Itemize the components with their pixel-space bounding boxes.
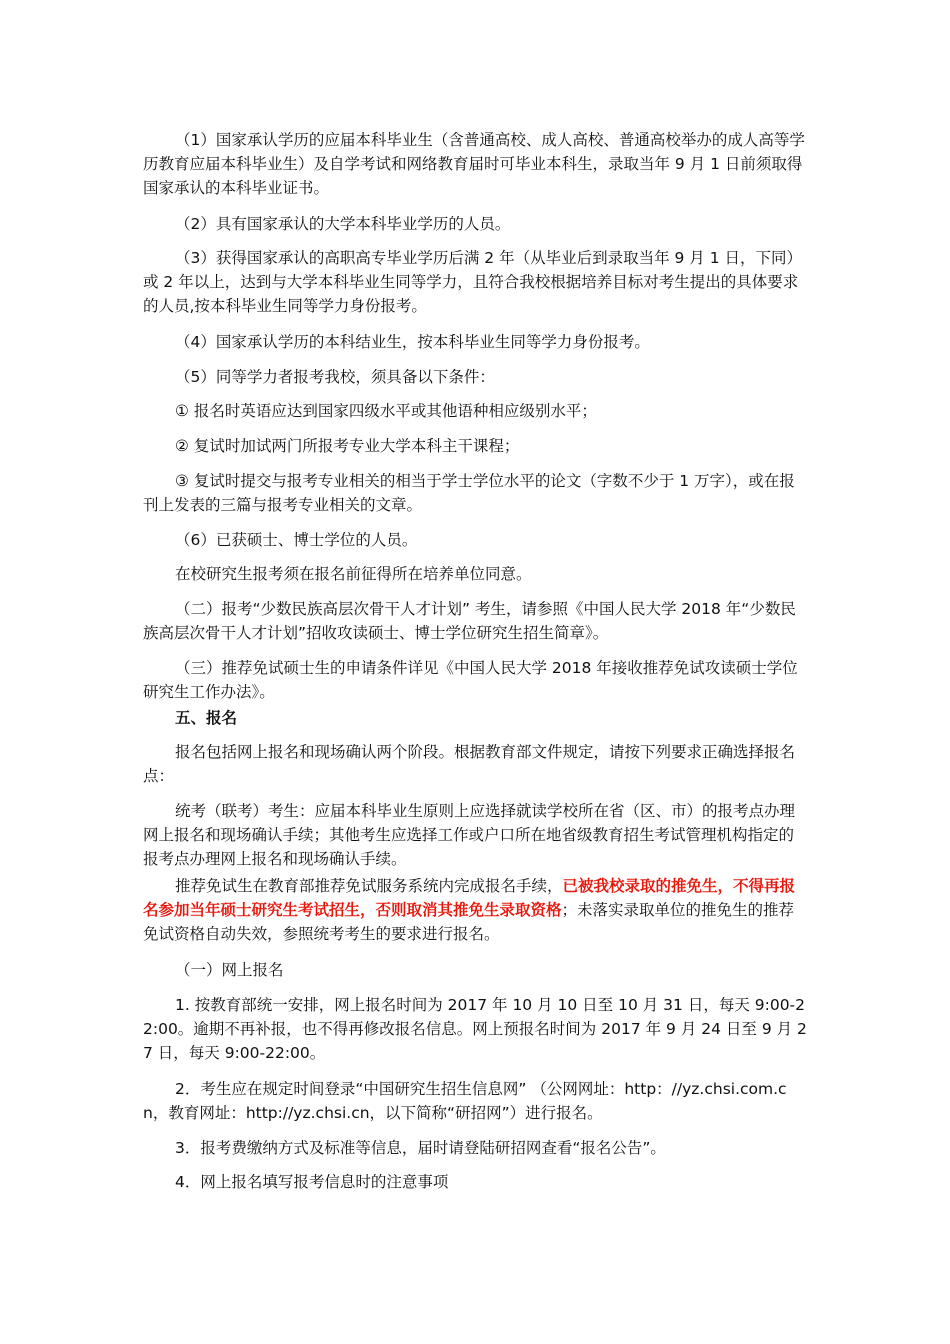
section-heading-registration: 五、报名 [175, 709, 238, 727]
paragraph-current-students: 在校研究生报考须在报名前征得所在培养单位同意。 [175, 565, 532, 583]
exemption-text-end: ；未落实录取单位的推免生的推荐免试资格自动失效，参照统考考生的要求进行报名。 [143, 901, 795, 943]
paragraph-fee: 3．报考费缴纳方式及标准等信息，届时请登陆研招网查看“报名公告”。 [175, 1139, 666, 1157]
paragraph-condition-2: （2）具有国家承认的大学本科毕业学历的人员。 [175, 215, 511, 233]
paragraph-login-site: 2．考生应在规定时间登录“中国研究生招生信息网” （公网网址：http：//yz.chsi.com.cn，教育网址：http://yz.chsi.cn，以下简称“研招网”）进行报名。 [143, 1080, 787, 1122]
exemption-warning: 已被我校录取的推免生，不得再报名参加当年硕士研究生考试招生，否则取消其推免生录取资格 [143, 877, 796, 919]
paragraph-minority-plan: （二）报考“少数民族高层次骨干人才计划” 考生，请参照《中国人民大学 2018 年“少数民族高层次骨干人才计划”招收攻读硕士、博士学位研究生招生简章》。 [143, 600, 796, 642]
paragraph-condition-3: （3）获得国家承认的高职高专毕业学历后满 2 年（从毕业后到录取当年 9 月 1 日，下同）或 2 年以上，达到与大学本科毕业生同等学力，且符合我校根据培养目标对考生提出的具体要求的人员,按本科毕业生同等学力身份报考。 [143, 249, 803, 315]
list-item-thesis: ③ 复试时提交与报考专业相关的相当于学士学位水平的论文（字数不少于 1 万字），或在报刊上发表的三篇与报考专业相关的文章。 [143, 472, 795, 514]
paragraph-condition-5: （5）同等学力者报考我校，须具备以下条件： [175, 368, 495, 386]
paragraph-notes: 4．网上报名填写报考信息时的注意事项 [175, 1173, 449, 1191]
subheading-online-registration: （一）网上报名 [175, 961, 284, 979]
paragraph-condition-4: （4）国家承认学历的本科结业生，按本科毕业生同等学力身份报考。 [175, 333, 650, 351]
list-item-extra-courses: ② 复试时加试两门所报考专业大学本科主干课程； [175, 437, 520, 455]
paragraph-condition-1: （1）国家承认学历的应届本科毕业生（含普通高校、成人高校、普通高校举办的成人高等学历教育应届本科毕业生）及自学考试和网络教育届时可毕业本科生，录取当年 9 月 1 日前须取得国家承认的本科毕业证书。 [143, 131, 805, 197]
paragraph-online-time: 1. 按教育部统一安排，网上报名时间为 2017 年 10 月 10 日至 10 月 31 日，每天 9:00-22:00。逾期不再补报，也不得再修改报名信息。网上预报名时间为 2017 年 9 月 24 日至 9 月 27 日，每天 9:00-22:00。 [143, 996, 807, 1062]
list-item-english-level: ① 报名时英语应达到国家四级水平或其他语种相应级别水平； [175, 402, 597, 420]
exemption-text-start: 推荐免试生在教育部推荐免试服务系统内完成报名手续， [175, 877, 563, 895]
paragraph-condition-6: （6）已获硕士、博士学位的人员。 [175, 531, 418, 549]
paragraph-unified-exam: 统考（联考）考生：应届本科毕业生原则上应选择就读学校所在省（区、市）的报考点办理网上报名和现场确认手续；其他考生应选择工作或户口所在地省级教育招生考试管理机构指定的报考点办理网上报名和现场确认手续。 [143, 802, 796, 868]
paragraph-exemption-students [143, 874, 807, 946]
paragraph-registration-intro: 报名包括网上报名和现场确认两个阶段。根据教育部文件规定，请按下列要求正确选择报名点： [143, 743, 796, 785]
paragraph-recommended-exemption: （三）推荐免试硕士生的申请条件详见《中国人民大学 2018 年接收推荐免试攻读硕士学位研究生工作办法》。 [143, 659, 798, 701]
